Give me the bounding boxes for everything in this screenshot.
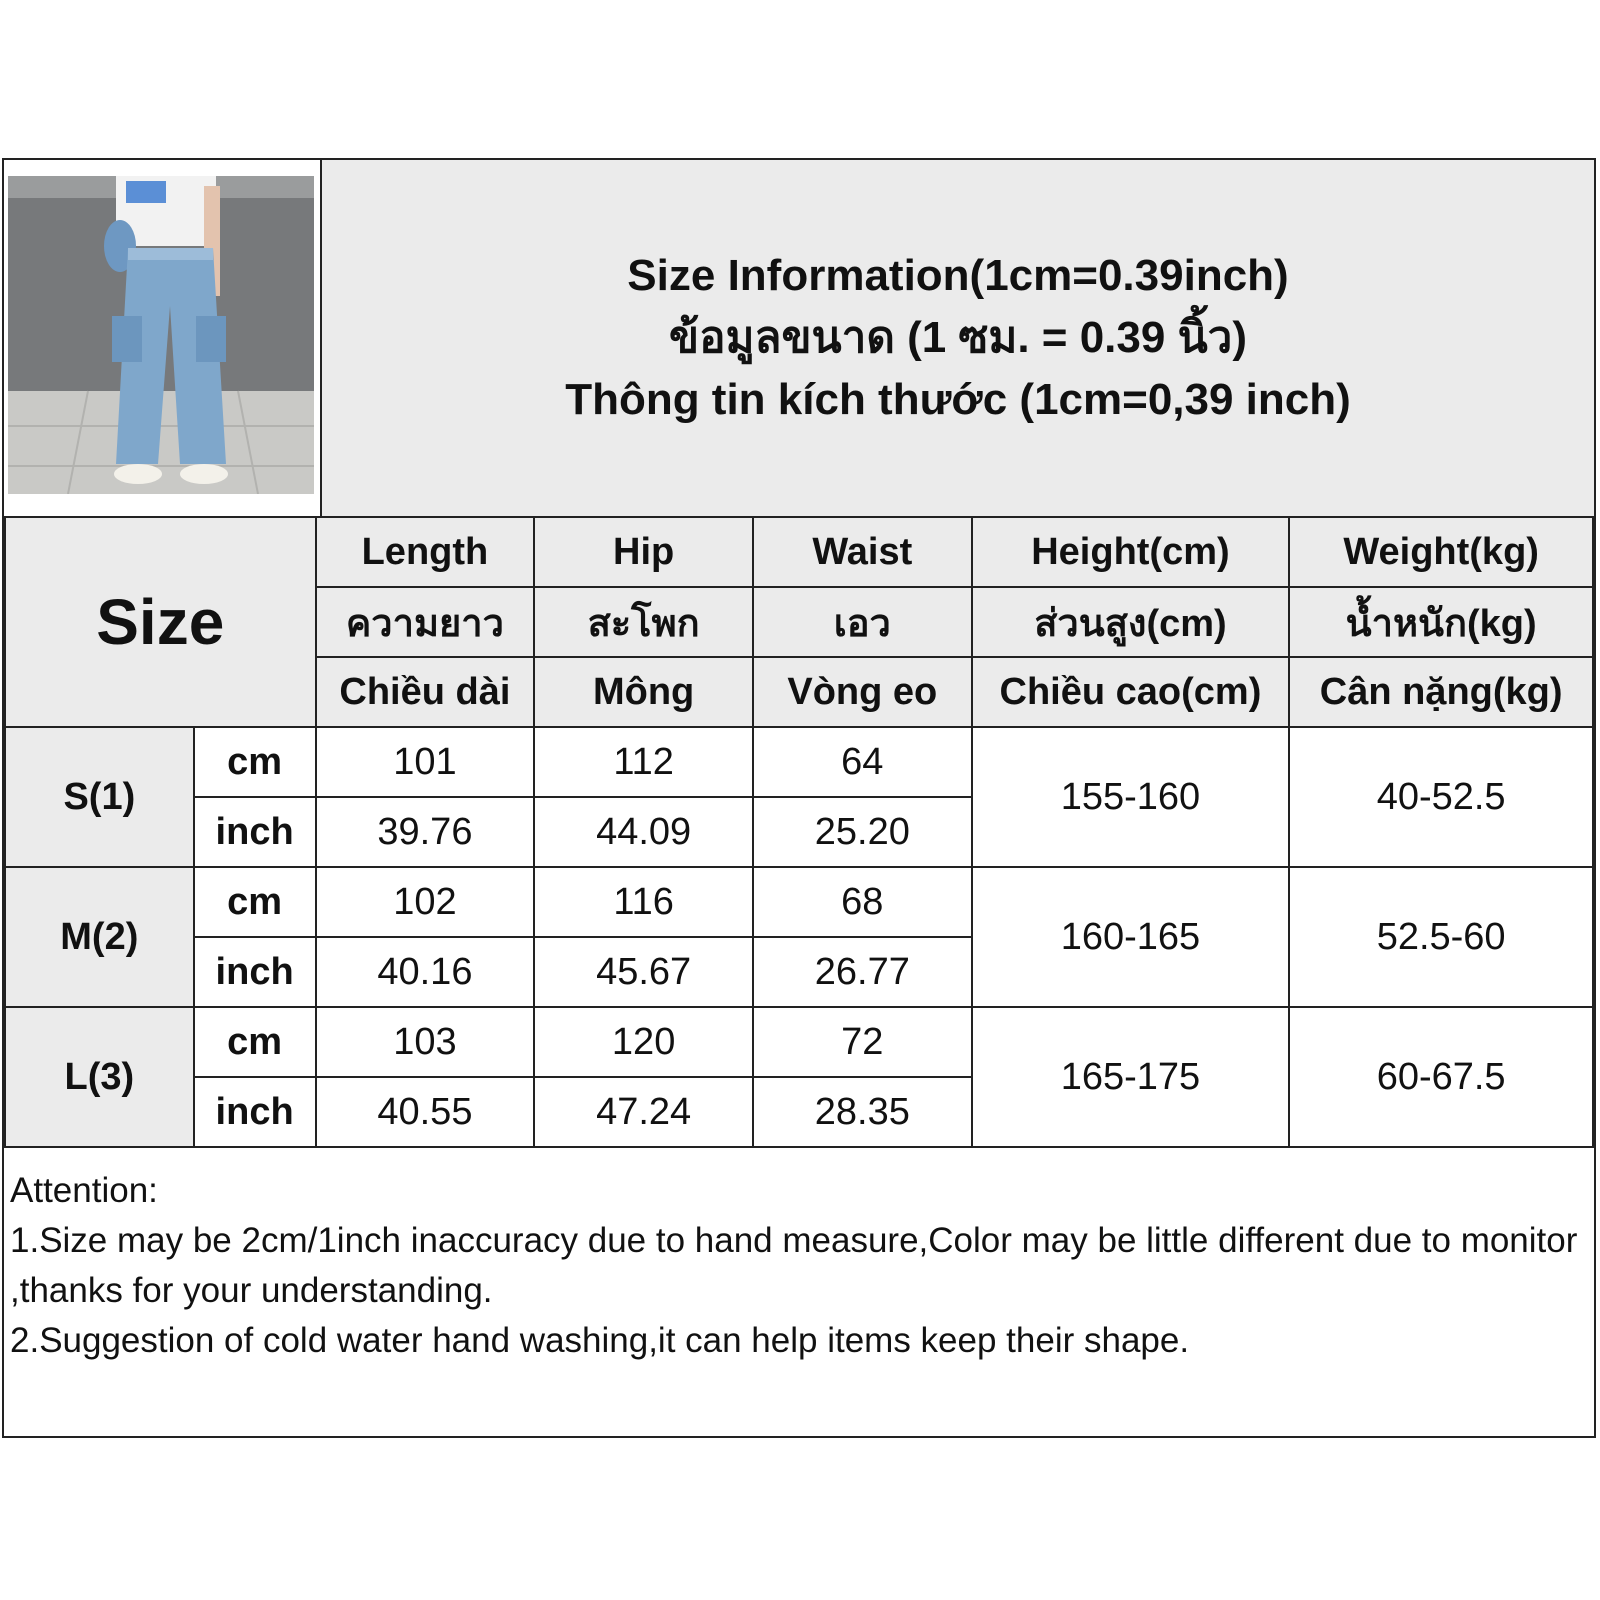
cell-hip-cm: 116 — [534, 867, 753, 937]
cell-waist-inch: 25.20 — [753, 797, 972, 867]
cell-hip-inch: 45.67 — [534, 937, 753, 1007]
cell-length-cm: 102 — [316, 867, 535, 937]
table-row — [5, 1007, 1593, 1077]
unit-cm: cm — [194, 1007, 316, 1077]
unit-inch: inch — [194, 937, 316, 1007]
cell-waist-cm: 68 — [753, 867, 972, 937]
attention-notes — [4, 1160, 1594, 1436]
size-label-m: M(2) — [5, 867, 194, 1007]
col-length-en: Length — [316, 517, 535, 587]
cell-length-cm: 101 — [316, 727, 535, 797]
cell-length-inch: 40.16 — [316, 937, 535, 1007]
cell-height: 165-175 — [972, 1007, 1290, 1147]
cell-length-inch: 39.76 — [316, 797, 535, 867]
col-hip-th: สะโพก — [534, 587, 753, 657]
col-length-th: ความยาว — [316, 587, 535, 657]
cell-hip-inch: 44.09 — [534, 797, 753, 867]
title-thai: ข้อมูลขนาด (1 ซม. = 0.39 นิ้ว) — [668, 313, 1247, 362]
table-row — [5, 727, 1593, 797]
cell-waist-cm: 64 — [753, 727, 972, 797]
table-row — [5, 867, 1593, 937]
col-waist-th: เอว — [753, 587, 972, 657]
cell-weight: 40-52.5 — [1289, 727, 1593, 867]
cell-length-inch: 40.55 — [316, 1077, 535, 1147]
chart-header — [4, 160, 1594, 516]
size-label-s: S(1) — [5, 727, 194, 867]
size-table — [4, 516, 1594, 1148]
notes-line-1: 1.Size may be 2cm/1inch inaccuracy due to hand measure,Color may be little different due to monitor ,thanks for your understanding. — [10, 1221, 1578, 1310]
col-height-en: Height(cm) — [972, 517, 1290, 587]
size-label-l: L(3) — [5, 1007, 194, 1147]
col-weight-th: น้ำหนัก(kg) — [1289, 587, 1593, 657]
cell-waist-inch: 26.77 — [753, 937, 972, 1007]
col-length-vi: Chiều dài — [316, 657, 535, 727]
col-hip-en: Hip — [534, 517, 753, 587]
title-vietnamese: Thông tin kích thước (1cm=0,39 inch) — [565, 375, 1351, 424]
unit-inch: inch — [194, 1077, 316, 1147]
product-photo — [8, 176, 314, 494]
col-weight-en: Weight(kg) — [1289, 517, 1593, 587]
cell-waist-cm: 72 — [753, 1007, 972, 1077]
header-row-english — [5, 517, 1593, 587]
cell-hip-inch: 47.24 — [534, 1077, 753, 1147]
col-height-th: ส่วนสูง(cm) — [972, 587, 1290, 657]
unit-inch: inch — [194, 797, 316, 867]
notes-line-2: 2.Suggestion of cold water hand washing,it can help items keep their shape. — [10, 1321, 1190, 1360]
cell-waist-inch: 28.35 — [753, 1077, 972, 1147]
cell-height: 160-165 — [972, 867, 1290, 1007]
cell-weight: 52.5-60 — [1289, 867, 1593, 1007]
notes-heading: Attention: — [10, 1171, 158, 1210]
unit-cm: cm — [194, 727, 316, 797]
size-heading: Size — [5, 517, 316, 727]
cell-weight: 60-67.5 — [1289, 1007, 1593, 1147]
col-hip-vi: Mông — [534, 657, 753, 727]
cell-hip-cm: 120 — [534, 1007, 753, 1077]
col-weight-vi: Cân nặng(kg) — [1289, 657, 1593, 727]
col-waist-vi: Vòng eo — [753, 657, 972, 727]
cell-length-cm: 103 — [316, 1007, 535, 1077]
title-block — [320, 160, 1594, 516]
col-waist-en: Waist — [753, 517, 972, 587]
cell-height: 155-160 — [972, 727, 1290, 867]
unit-cm: cm — [194, 867, 316, 937]
title-english: Size Information(1cm=0.39inch) — [627, 251, 1289, 300]
cell-hip-cm: 112 — [534, 727, 753, 797]
col-height-vi: Chiều cao(cm) — [972, 657, 1290, 727]
size-chart — [2, 158, 1596, 1438]
